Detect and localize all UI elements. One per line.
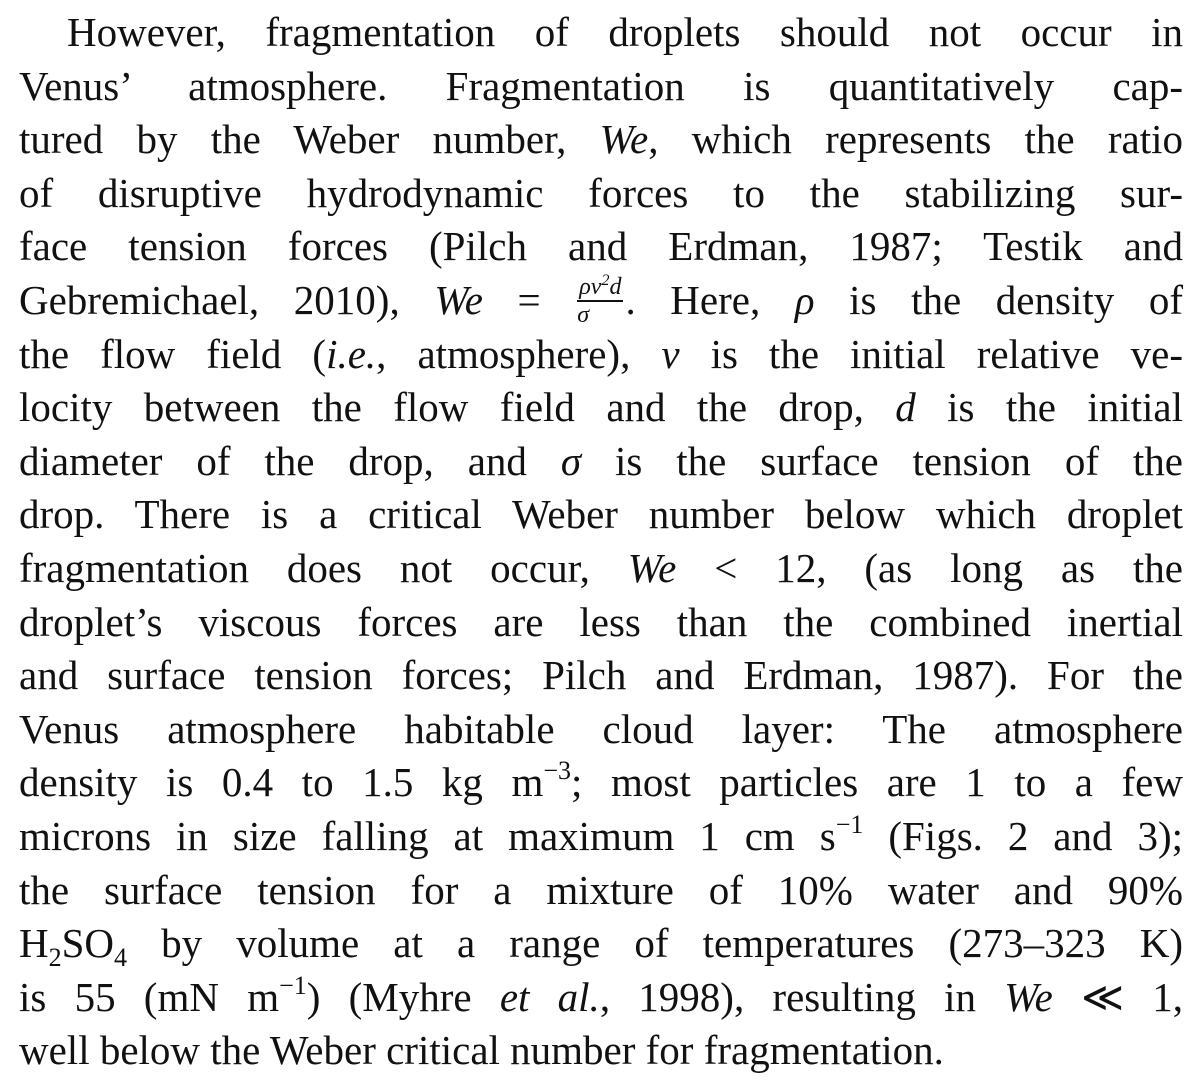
superscript: −3 — [543, 756, 572, 786]
text-line-1: However, fragmentation of droplets should not occur in — [67, 9, 1183, 55]
weber-symbol: We — [1004, 973, 1053, 1020]
text-run: the flow field ( — [19, 330, 327, 377]
text-run: tured by the Weber number, — [19, 116, 600, 163]
text-line-6 — [19, 271, 1183, 328]
equals-sign: = — [482, 276, 576, 323]
text-line-7 — [19, 328, 1183, 382]
text-line-16 — [19, 810, 1183, 864]
italic-text: i.e. — [326, 330, 377, 377]
text-run: microns in size falling at maximum 1 cm s — [19, 812, 836, 859]
text-run: Gebremichael, 2010), — [19, 276, 435, 323]
text-line-4: of disruptive hydrodynamic forces to the stabilizing sur- — [19, 169, 1183, 216]
text-run: ; most particles are 1 to a few — [571, 759, 1183, 806]
text-line-2: Venus’ atmosphere. Fragmentation is quantitatively cap- — [19, 62, 1183, 109]
text-run: is 55 (mN m — [19, 973, 280, 1020]
text-run: diameter of the drop, and — [19, 437, 561, 484]
text-run: , atmosphere), — [376, 330, 662, 377]
text-line-13: and surface tension forces; Pilch and Erdman, 1987). For the — [19, 652, 1183, 699]
text-run: fragmentation does not occur, — [19, 544, 628, 591]
text-run: d — [609, 273, 622, 300]
fraction-numerator — [577, 271, 623, 302]
sigma-symbol: σ — [560, 437, 582, 484]
text-line-3 — [19, 113, 1183, 167]
text-run: (Figs. 2 and 3); — [863, 812, 1183, 859]
text-line-10: drop. There is a critical Weber number below which droplet — [19, 491, 1183, 538]
weber-formula-fraction — [577, 271, 623, 328]
text-run: is the density of — [814, 276, 1183, 323]
text-line-19 — [19, 971, 1183, 1025]
italic-text: et al. — [499, 973, 600, 1020]
text-line-18 — [19, 917, 1183, 971]
text-line-12: droplet’s viscous forces are less than the combined inertial — [19, 598, 1183, 645]
text-run: density is 0.4 to 1.5 kg m — [19, 759, 544, 806]
rho-symbol: ρ — [794, 276, 815, 323]
paper-paragraph — [19, 6, 1183, 1078]
text-run: is the surface tension of the — [581, 437, 1184, 484]
superscript: −1 — [279, 970, 307, 1000]
velocity-symbol: v — [661, 330, 680, 377]
text-run: H — [19, 920, 49, 967]
text-run: is the initial relative ve- — [679, 330, 1183, 377]
superscript: −1 — [835, 809, 864, 839]
text-run: by volume at a range of temperatures (273–323 K) — [127, 920, 1183, 967]
text-run: ρv — [579, 273, 602, 300]
text-line-11 — [19, 542, 1183, 596]
text-run: SO — [61, 920, 115, 967]
weber-symbol: We — [599, 116, 649, 163]
text-run: locity between the flow field and the drop, — [19, 384, 896, 431]
text-line-8 — [19, 381, 1183, 435]
text-line-15 — [19, 756, 1183, 810]
weber-symbol: We — [627, 544, 677, 591]
text-run: ) (Myhre — [306, 973, 500, 1020]
text-run: < 12, (as long as the — [676, 544, 1184, 591]
text-line-17: the surface tension for a mixture of 10% water and 90% — [19, 866, 1183, 913]
text-run: . Here, — [625, 276, 795, 323]
text-line-14: Venus atmosphere habitable cloud layer: The atmosphere — [19, 705, 1183, 752]
diameter-symbol: d — [895, 384, 916, 431]
text-line-9 — [19, 435, 1183, 489]
weber-symbol: We — [434, 276, 483, 323]
fraction-denominator: σ — [577, 301, 590, 328]
text-run: , which represents the ratio — [648, 116, 1184, 163]
text-line-5: face tension forces (Pilch and Erdman, 1987; Testik and — [19, 223, 1183, 270]
subscript: 4 — [114, 943, 128, 973]
superscript: 2 — [601, 271, 610, 289]
text-run: is the initial — [915, 384, 1184, 431]
text-line-20: well below the Weber critical number for fragmentation. — [19, 1027, 944, 1074]
text-run: ≪ 1, — [1052, 973, 1183, 1020]
text-run: , 1998), resulting in — [599, 973, 1005, 1020]
subscript: 2 — [48, 943, 62, 973]
